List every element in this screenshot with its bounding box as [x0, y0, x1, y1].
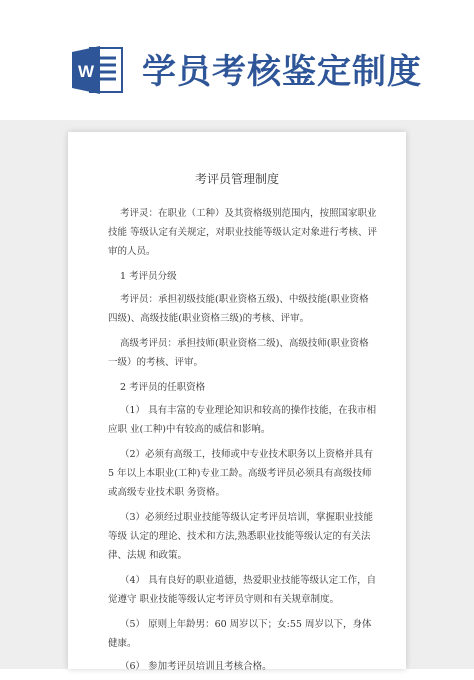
- document-body: [108, 204, 378, 680]
- paragraph: （3）必须经过职业技能等级认定考评员培训，掌握职业技能等级 认定的理论、技术和方法,熟悉职业技能等级认定的有关法律、法规 和政策。: [108, 512, 374, 561]
- section-heading: 1 考评员分级: [120, 271, 177, 282]
- document-title: 考评员管理制度: [194, 172, 279, 186]
- header-banner: [0, 0, 474, 120]
- word-document-icon: [70, 42, 126, 98]
- paragraph: （4） 具有良好的职业道德，热爱职业技能等级认定工作，自觉遵守 职业技能等级认定考评员守则和有关规章制度。: [108, 575, 377, 605]
- paragraph: （1） 具有丰富的专业理论知识和较高的操作技能，在我市相应职 业(工种)中有较高的威信和影响。: [108, 405, 377, 435]
- paragraph: 高级考评员：承担技师(职业资格二级)、高级技师(职业资格一级）的考核、评审。: [108, 338, 369, 368]
- paragraph: （2）必须有高级工，技师或中专业技术职务以上资格并具有 5 年以上本职业(工种)专业工龄。高级考评员必须具有高级技师或高级专业技术职 务资格。: [108, 449, 374, 498]
- paragraph: （5） 原则上年龄男：60 周岁以下；女:55 周岁以下，身体健康。: [108, 619, 372, 649]
- document-page: [68, 132, 406, 672]
- svg-text:W: W: [77, 62, 95, 81]
- paragraph: （6） 参加考评员培训且考核合格。: [120, 661, 272, 672]
- section-heading: 2 考评员的任职资格: [120, 382, 206, 393]
- paragraph: 考评员：承担初级技能(职业资格五级)、中级技能(职业资格四级)、高级技能(职业资格三级)的考核、评审。: [108, 294, 369, 324]
- header-title: 学员考核鉴定制度: [142, 52, 422, 92]
- paragraph: 考评灵：在职业（工种）及其资格级别范围内，按照国家职业技能 等级认定有关规定，对职业技能等级认定对象进行考核、评审的人员。: [108, 208, 378, 257]
